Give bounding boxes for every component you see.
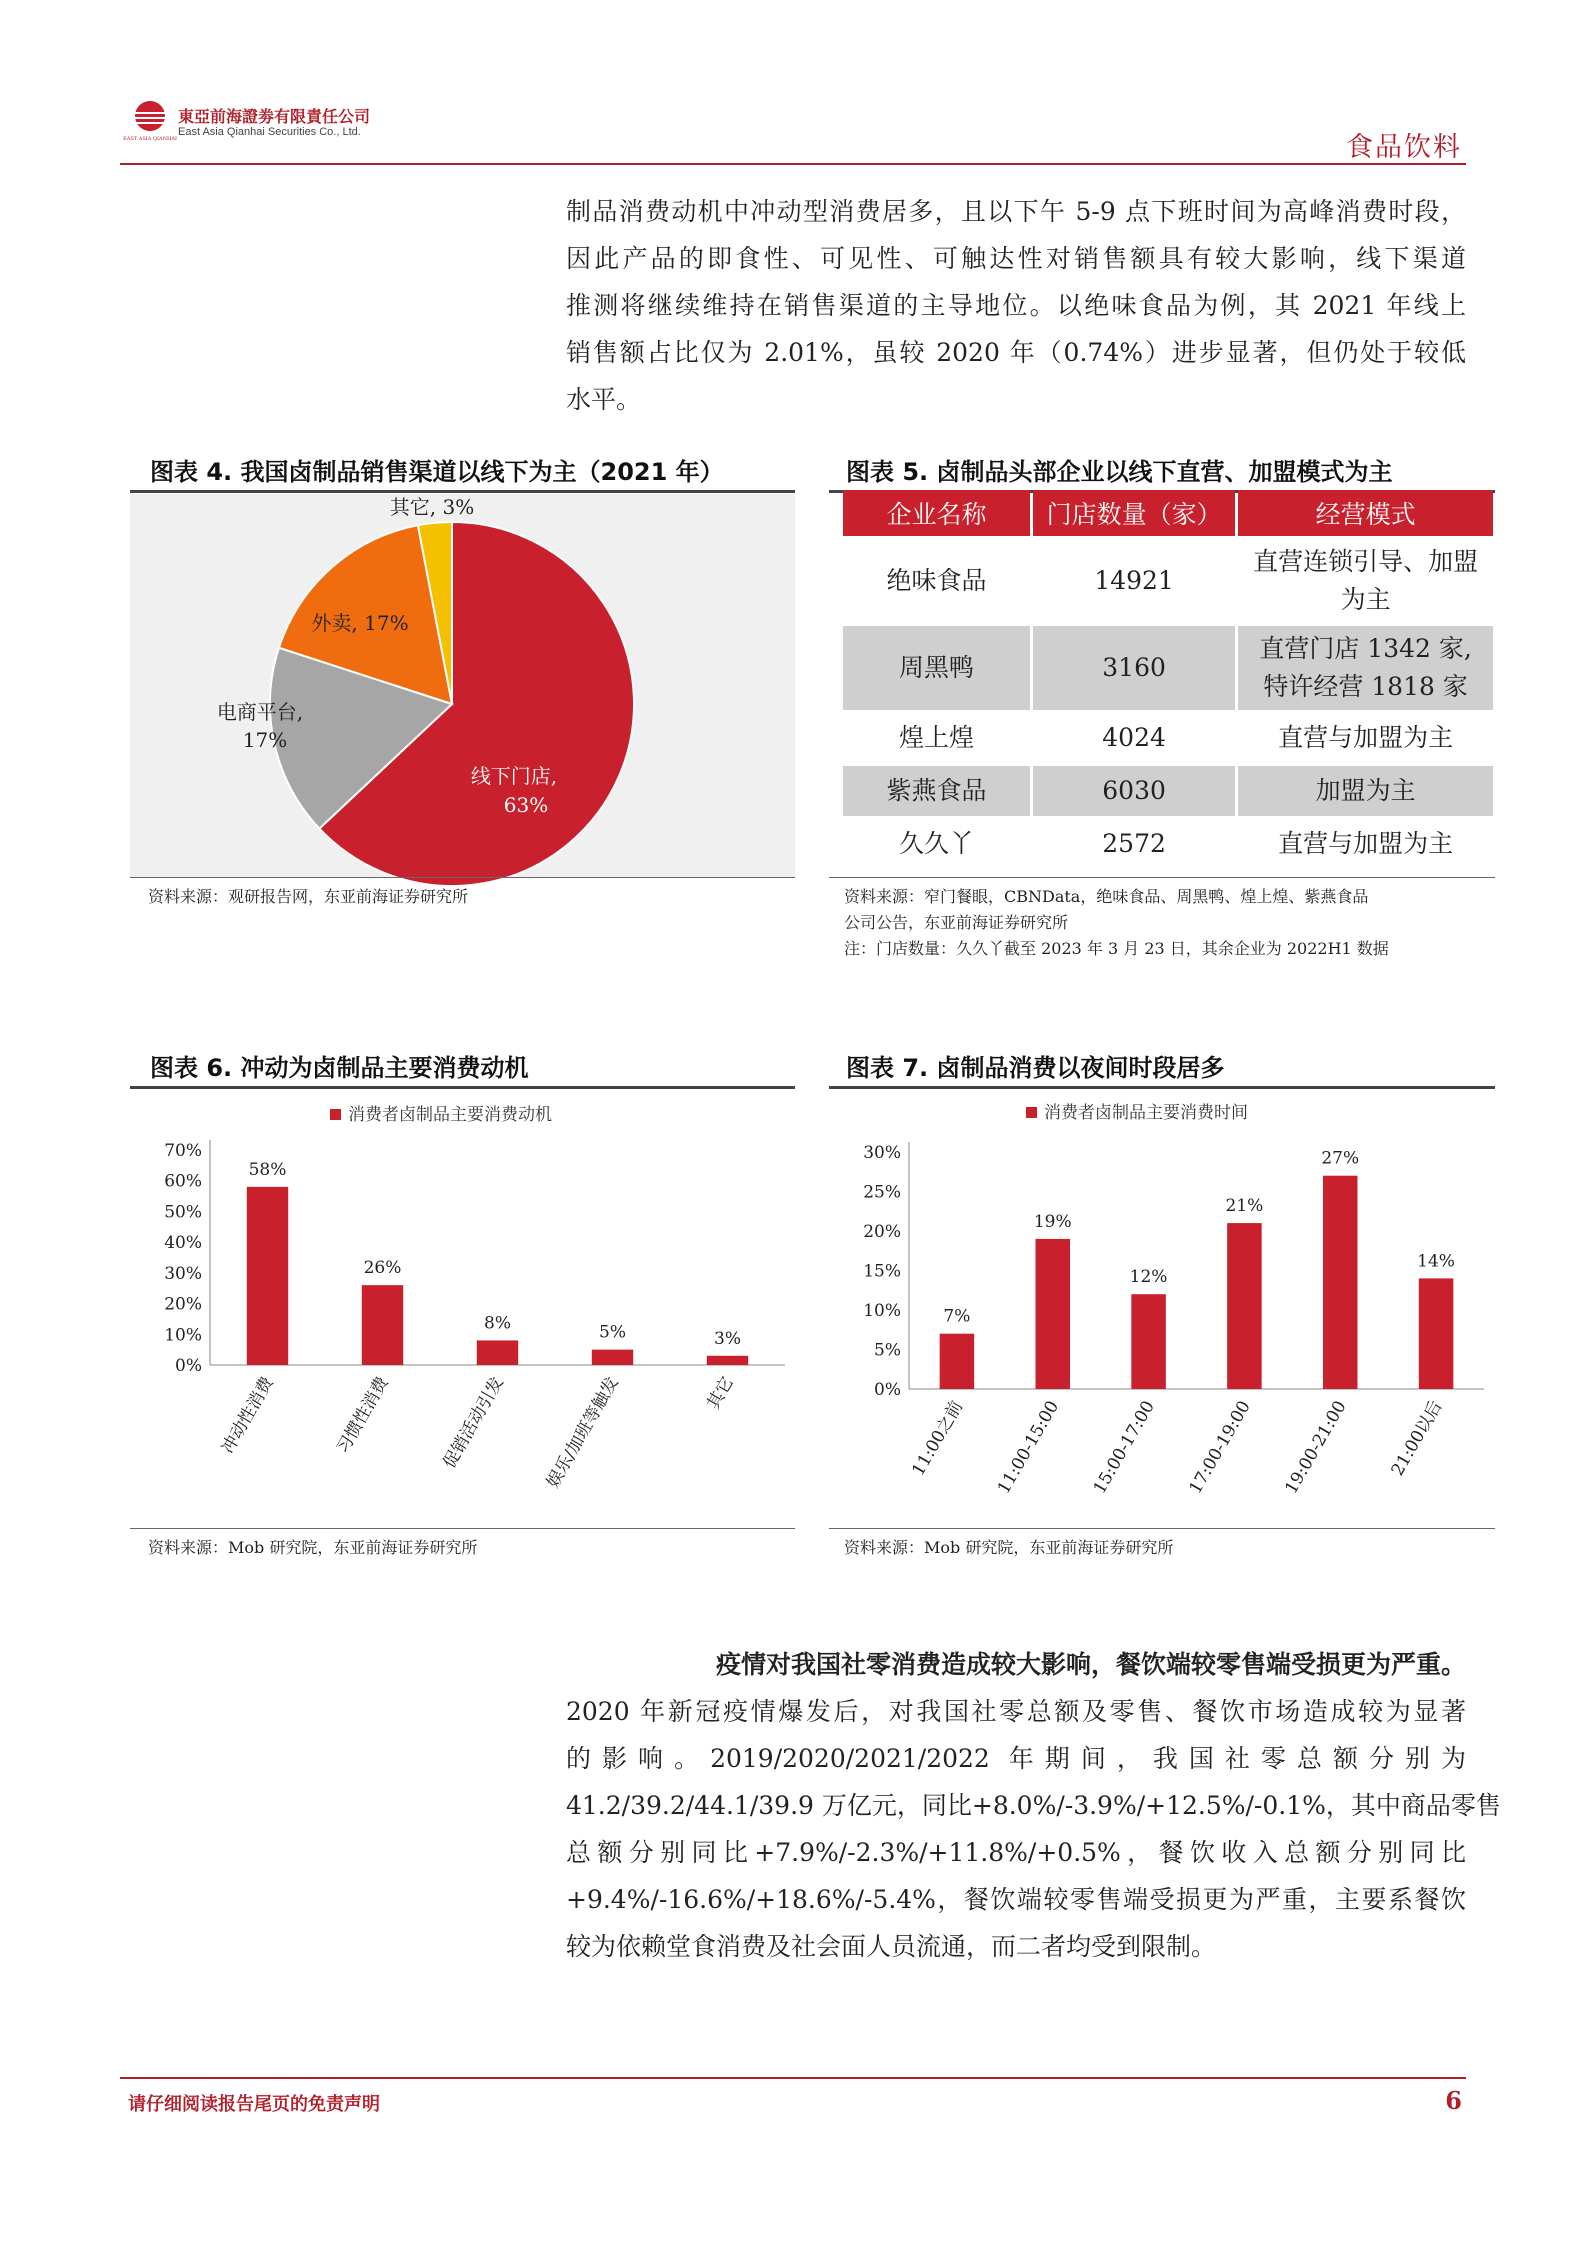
table-row	[843, 713, 1493, 763]
intro-line: 制品消费动机中冲动型消费居多，且以下午 5-9 点下班时间为高峰消费时段，	[566, 197, 1466, 226]
company-name: 紫燕食品	[843, 766, 1030, 816]
logo-mark-text: EAST ASIA QIANHAI	[123, 136, 177, 142]
store-count: 14921	[1094, 566, 1174, 595]
section2-line: +9.4%/-16.6%/+18.6%/-5.4%，餐饮端较零售端受损更为严重，主要系餐饮	[566, 1885, 1466, 1914]
table-header: 门店数量（家）	[1033, 490, 1235, 536]
y-tick-label: 20%	[863, 1222, 901, 1242]
bar-value-label: 26%	[363, 1258, 402, 1279]
table-header: 经营模式	[1238, 490, 1493, 536]
y-tick-label: 70%	[164, 1141, 202, 1161]
table-header: 企业名称	[843, 490, 1030, 536]
pie-label-takeout: 外卖, 17%	[311, 611, 409, 635]
table-row	[843, 626, 1493, 710]
section2-line: 总额分别同比+7.9%/-2.3%/+11.8%/+0.5%，餐饮收入总额分别同比	[566, 1838, 1466, 1867]
fig5-source-a: 资料来源：窄门餐眼，CBNData，绝味食品、周黑鸭、煌上煌、紫燕食品	[844, 887, 1369, 906]
company-name-cn: 東亞前海證劵有限責任公司	[178, 107, 371, 126]
business-mode: 直营门店 1342 家, 特许经营 1818 家	[1238, 626, 1493, 710]
pie-label-offline-a: 线下门店,	[470, 764, 558, 788]
y-tick-label: 10%	[863, 1301, 901, 1321]
x-category-label: 其它	[703, 1373, 738, 1413]
x-category-label: 19:00-21:00	[1281, 1397, 1351, 1498]
store-count: 6030	[1033, 766, 1235, 816]
legend-label: 消费者卤制品主要消费动机	[348, 1105, 552, 1125]
section2-line: 的影响。2019/2020/2021/2022 年期间，我国社零总额分别为	[566, 1744, 1466, 1773]
x-category-label: 11:00之前	[908, 1397, 968, 1480]
y-tick-label: 50%	[164, 1202, 202, 1223]
business-mode: 直营连锁引导、加盟 为主	[1253, 547, 1479, 614]
section2-line: 41.2/39.2/44.1/39.9 万亿元，同比+8.0%/-3.9%/+12.5%/-0.1%，其中商品零售	[566, 1791, 1501, 1820]
fig5-source-rule	[829, 877, 1495, 878]
fig5-table	[840, 487, 1496, 872]
intro-line: 因此产品的即食性、可见性、可触达性对销售额具有较大影响，线下渠道	[566, 244, 1466, 273]
business-mode: 直营与加盟为主	[1278, 723, 1454, 752]
fig6-chart-panel	[130, 1090, 795, 1528]
bar	[1131, 1294, 1166, 1389]
x-category-label: 娱乐/加班等触发	[543, 1373, 623, 1492]
fig7-bar-chart	[829, 1090, 1495, 1528]
intro-line: 销售额占比仅为 2.01%，虽较 2020 年（0.74%）进步显著，但仍处于较低	[566, 338, 1466, 367]
bar-value-label: 7%	[943, 1306, 971, 1327]
bar	[707, 1356, 748, 1365]
company-name: 绝味食品	[886, 566, 987, 595]
fig4-title-rule	[130, 490, 795, 493]
bar-value-label: 19%	[1033, 1211, 1072, 1232]
fig6-source-rule	[130, 1528, 795, 1529]
x-category-label: 21:00以后	[1387, 1397, 1447, 1480]
table-row	[843, 819, 1493, 869]
fig5-note: 注：门店数量：久久丫截至 2023 年 3 月 23 日，其余企业为 2022H1 数据	[844, 939, 1389, 958]
fig7-chart-panel	[829, 1090, 1495, 1528]
y-tick-label: 40%	[164, 1233, 202, 1254]
section2-paragraph	[566, 1641, 1501, 1970]
fig4-chart-panel	[130, 494, 795, 877]
bar	[940, 1334, 974, 1389]
fig6-bar-chart	[130, 1090, 795, 1528]
fig7-title-rule	[829, 1086, 1495, 1089]
pie-label-offline-b: 63%	[503, 793, 549, 817]
section2-line: 2020 年新冠疫情爆发后，对我国社零总额及零售、餐饮市场造成较为显著	[566, 1697, 1466, 1726]
x-category-label: 15:00-17:00	[1089, 1397, 1159, 1498]
company-name: 周黑鸭	[843, 626, 1030, 710]
store-count: 2572	[1102, 829, 1166, 858]
bar-value-label: 14%	[1417, 1251, 1455, 1272]
bar-value-label: 8%	[484, 1313, 511, 1334]
section2-line: 较为依赖堂食消费及社会面人员流通，而二者均受到限制。	[566, 1932, 1217, 1961]
header-rule	[120, 163, 1466, 165]
bar-value-label: 12%	[1129, 1267, 1168, 1288]
pie-label-other: 其它, 3%	[389, 495, 475, 519]
business-mode: 加盟为主	[1238, 766, 1493, 816]
section-label: 食品饮料	[1346, 132, 1462, 163]
y-tick-label: 0%	[874, 1380, 901, 1400]
intro-line: 推测将继续维持在销售渠道的主导地位。以绝味食品为例，其 2021 年线上	[566, 291, 1466, 320]
y-tick-label: 30%	[164, 1263, 202, 1284]
fig6-source: 资料来源：Mob 研究院，东亚前海证券研究所	[148, 1538, 478, 1557]
footer-rule	[120, 2077, 1466, 2079]
bar	[1036, 1239, 1071, 1389]
store-count: 3160	[1033, 626, 1235, 710]
fig5-title: 图表 5. 卤制品头部企业以线下直营、加盟模式为主	[846, 458, 1393, 486]
fig5-source-b: 公司公告，东亚前海证券研究所	[844, 913, 1069, 932]
footer-disclaimer: 请仔细阅读报告尾页的免责声明	[128, 2094, 380, 2115]
bar	[1227, 1223, 1262, 1389]
intro-line: 水平。	[566, 385, 642, 414]
fig6-title: 图表 6. 冲动为卤制品主要消费动机	[150, 1054, 529, 1082]
bar-value-label: 3%	[714, 1328, 741, 1349]
fig7-title: 图表 7. 卤制品消费以夜间时段居多	[846, 1054, 1225, 1082]
intro-paragraph	[566, 188, 1466, 423]
bar	[1419, 1278, 1454, 1389]
store-count: 4024	[1102, 723, 1166, 752]
x-category-label: 促销活动引发	[439, 1373, 508, 1472]
y-tick-label: 0%	[175, 1356, 202, 1376]
bar-value-label: 5%	[599, 1322, 626, 1343]
company-logo	[123, 98, 371, 152]
legend-swatch	[1026, 1107, 1037, 1118]
x-category-label: 习惯性消费	[333, 1373, 393, 1458]
x-category-label: 17:00-19:00	[1185, 1397, 1255, 1498]
business-mode: 直营与加盟为主	[1278, 829, 1454, 858]
fig7-source-rule	[829, 1528, 1495, 1529]
fig4-pie-chart	[130, 494, 795, 877]
bar	[362, 1285, 403, 1365]
y-tick-label: 20%	[164, 1294, 202, 1315]
bar-value-label: 27%	[1321, 1148, 1360, 1169]
y-tick-label: 15%	[863, 1261, 901, 1282]
table-header-row	[843, 490, 1493, 536]
fig4-source: 资料来源：观研报告网，东亚前海证券研究所	[148, 887, 469, 906]
fig7-source: 资料来源：Mob 研究院，东亚前海证券研究所	[844, 1538, 1174, 1557]
fig4-title: 图表 4. 我国卤制品销售渠道以线下为主（2021 年）	[150, 458, 724, 486]
y-tick-label: 10%	[164, 1325, 202, 1346]
logo-mark-icon	[123, 98, 177, 142]
y-tick-label: 5%	[874, 1340, 901, 1361]
page-number: 6	[1445, 2086, 1462, 2115]
fig5-table-wrap	[840, 487, 1496, 872]
table-row	[843, 766, 1493, 816]
pie-label-ecom-b: 17%	[242, 728, 288, 752]
company-name-en: East Asia Qianhai Securities Co., Ltd.	[178, 126, 361, 138]
fig4-source-rule	[130, 877, 795, 878]
bar	[592, 1350, 633, 1365]
table-row	[843, 539, 1493, 623]
company-name: 久久丫	[898, 829, 974, 858]
pie-label-ecom-a: 电商平台,	[216, 700, 304, 724]
legend-swatch	[330, 1109, 341, 1120]
y-tick-label: 25%	[863, 1182, 901, 1203]
x-category-label: 冲动性消费	[218, 1373, 278, 1458]
section2-heading: 疫情对我国社零消费造成较大影响，餐饮端较零售端受损更为严重。	[715, 1650, 1466, 1679]
bar-value-label: 21%	[1225, 1196, 1264, 1217]
x-category-label: 11:00-15:00	[993, 1397, 1064, 1498]
bar-value-label: 58%	[248, 1159, 287, 1180]
y-tick-label: 60%	[164, 1171, 202, 1192]
bar	[477, 1340, 518, 1365]
bar	[1323, 1176, 1358, 1389]
y-tick-label: 30%	[863, 1143, 901, 1163]
fig6-title-rule	[130, 1086, 795, 1089]
company-name: 煌上煌	[898, 723, 974, 752]
legend-label: 消费者卤制品主要消费时间	[1044, 1103, 1248, 1123]
bar	[247, 1187, 288, 1365]
